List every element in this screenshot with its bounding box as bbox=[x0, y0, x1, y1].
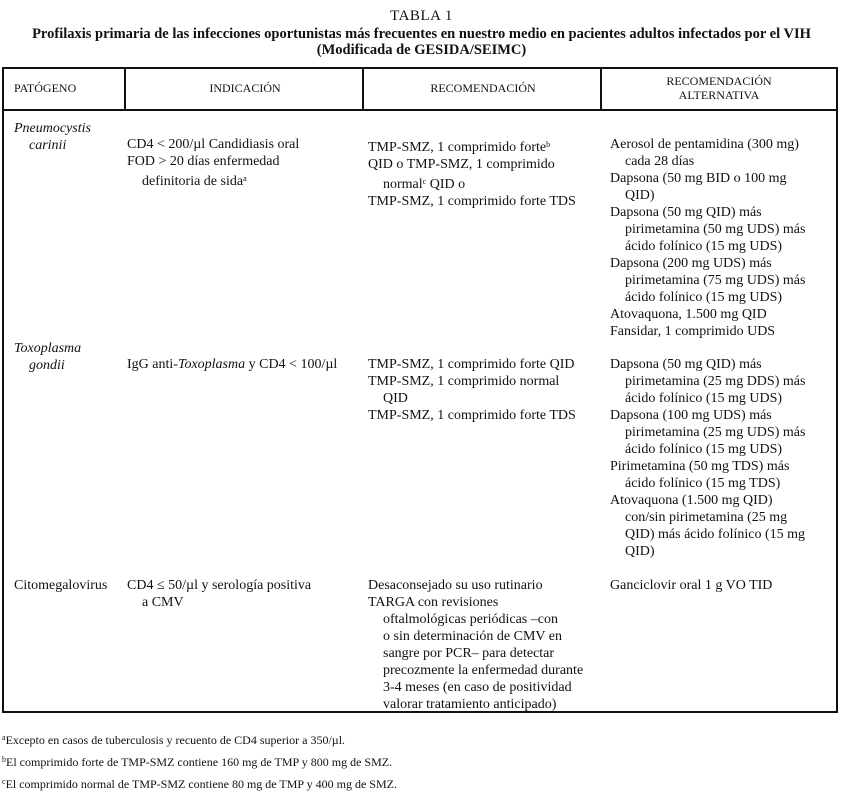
recommendation-line: sangre por PCR– para detectar bbox=[383, 646, 555, 661]
recommendation-line: TARGA con revisiones bbox=[368, 595, 499, 610]
pathogen-name-line: Citomegalovirus bbox=[14, 578, 108, 593]
alternative-line: pirimetamina (75 mg UDS) más bbox=[625, 273, 806, 288]
alternative-line: ácido folínico (15 mg UDS) bbox=[625, 290, 783, 305]
header-recommendation: RECOMENDACIÓN bbox=[364, 67, 602, 111]
recommendation-text: normal bbox=[383, 177, 423, 192]
alternative-line: Dapsona (50 mg QID) más bbox=[610, 205, 762, 220]
recommendation-line: oftalmológicas periódicas –con bbox=[383, 612, 558, 627]
header-divider bbox=[600, 67, 602, 111]
alternative-line: Aerosol de pentamidina (300 mg) bbox=[610, 137, 799, 152]
row-recommendation bbox=[368, 577, 583, 713]
alternative-line: Fansidar, 1 comprimido UDS bbox=[610, 324, 776, 339]
row-pathogen bbox=[14, 340, 81, 374]
indication-line: CD4 ≤ 50/µl y serología positiva bbox=[127, 578, 312, 593]
alternative-line: ácido folínico (15 mg TDS) bbox=[625, 476, 781, 491]
row-alternative bbox=[610, 136, 805, 340]
indication-text: definitoria de sida bbox=[142, 174, 244, 189]
pathogen-name-line: Pneumocystis bbox=[14, 121, 91, 136]
footnote-ref: b bbox=[546, 140, 551, 149]
recommendation-line: valorar tratamiento anticipado) bbox=[383, 697, 557, 712]
recommendation-line: o sin determinación de CMV en bbox=[383, 629, 562, 644]
indication-line: CD4 < 200/µl Candidiasis oral bbox=[127, 137, 300, 152]
table-number: TABLA 1 bbox=[390, 8, 453, 24]
footnote bbox=[2, 772, 397, 794]
recommendation-line: 3-4 meses (en caso de positividad bbox=[383, 680, 572, 695]
footnote-text: Excepto en casos de tuberculosis y recuento de CD4 superior a 350/µl. bbox=[5, 733, 346, 747]
alternative-line: Dapsona (100 mg UDS) más bbox=[610, 408, 772, 423]
recommendation-text: TMP-SMZ, 1 comprimido forte bbox=[368, 140, 547, 155]
recommendation-line: precozmente la enfermedad durante bbox=[383, 663, 584, 678]
footnote bbox=[2, 750, 397, 772]
recommendation-line: QID bbox=[383, 391, 408, 406]
alternative-line: ácido folínico (15 mg UDS) bbox=[625, 239, 783, 254]
footnote-mark: a bbox=[2, 733, 6, 742]
recommendation-line: QID o TMP-SMZ, 1 comprimido bbox=[368, 157, 555, 172]
footnote-mark: b bbox=[2, 755, 6, 764]
indication-line: a CMV bbox=[142, 595, 184, 610]
pathogen-name-line: carinii bbox=[29, 138, 67, 153]
alternative-line: pirimetamina (25 mg UDS) más bbox=[625, 425, 806, 440]
recommendation-line: TMP-SMZ, 1 comprimido forte TDS bbox=[368, 194, 576, 209]
alternative-line: pirimetamina (50 mg UDS) más bbox=[625, 222, 806, 237]
recommendation-line: TMP-SMZ, 1 comprimido normal bbox=[368, 374, 560, 389]
recommendation-line: TMP-SMZ, 1 comprimido forte QID bbox=[368, 357, 575, 372]
alternative-line: Pirimetamina (50 mg TDS) más bbox=[610, 459, 790, 474]
organism-name: Toxoplasma bbox=[177, 357, 246, 372]
footnote-text: El comprimido normal de TMP-SMZ contiene 80 mg de TMP y 400 mg de SMZ. bbox=[5, 777, 397, 791]
header-indication: INDICACIÓN bbox=[126, 67, 364, 111]
recommendation-text: QID o bbox=[426, 177, 466, 192]
header-divider bbox=[362, 67, 364, 111]
alternative-line: Atovaquona (1.500 mg QID) bbox=[610, 493, 773, 508]
footnotes bbox=[2, 728, 397, 794]
row-pathogen bbox=[14, 577, 107, 594]
alternative-line: QID) bbox=[625, 188, 655, 203]
header-pathogen: PATÓGENO bbox=[4, 67, 126, 111]
alternative-line: con/sin pirimetamina (25 mg bbox=[625, 510, 788, 525]
alternative-line: ácido folínico (15 mg UDS) bbox=[625, 442, 783, 457]
row-alternative bbox=[610, 577, 772, 594]
table-title: Profilaxis primaria de las infecciones oportunistas más frecuentes en nuestro medio en pacientes adultos infectados por el VIH (Modificada de GESIDA/SEIMC) bbox=[32, 26, 811, 58]
indication-line: FOD > 20 días enfermedad bbox=[127, 154, 280, 169]
footnote-text: El comprimido forte de TMP-SMZ contiene 160 mg de TMP y 800 mg de SMZ. bbox=[6, 755, 393, 769]
row-indication bbox=[127, 356, 337, 373]
indication-line bbox=[127, 356, 337, 373]
alternative-line: ácido folínico (15 mg UDS) bbox=[625, 391, 783, 406]
alternative-line: pirimetamina (25 mg DDS) más bbox=[625, 374, 806, 389]
alternative-line: Atovaquona, 1.500 mg QID bbox=[610, 307, 767, 322]
recommendation-line: TMP-SMZ, 1 comprimido forte TDS bbox=[368, 408, 576, 423]
row-indication bbox=[127, 136, 299, 190]
row-pathogen bbox=[14, 120, 91, 154]
indication-text: y CD4 < 100/µl bbox=[245, 357, 338, 372]
footnote-mark: c bbox=[2, 777, 6, 786]
recommendation-line: Desaconsejado su uso rutinario bbox=[368, 578, 543, 593]
alternative-line: Ganciclovir oral 1 g VO TID bbox=[610, 578, 773, 593]
alternative-line: QID) más ácido folínico (15 mg bbox=[625, 527, 806, 542]
footnote-ref: c bbox=[422, 177, 427, 186]
recommendation-line bbox=[368, 136, 576, 156]
row-indication bbox=[127, 577, 311, 611]
row-recommendation bbox=[368, 136, 576, 210]
recommendation-line bbox=[368, 173, 576, 193]
alternative-line: cada 28 días bbox=[625, 154, 695, 169]
alternative-line: Dapsona (50 mg BID o 100 mg bbox=[610, 171, 787, 186]
indication-line bbox=[127, 170, 299, 190]
alternative-line: Dapsona (200 mg UDS) más bbox=[610, 256, 772, 271]
pathogen-name-line: Toxoplasma bbox=[14, 341, 82, 356]
alternative-line: Dapsona (50 mg QID) más bbox=[610, 357, 762, 372]
row-alternative bbox=[610, 356, 805, 560]
footnote-ref: a bbox=[243, 174, 247, 183]
row-recommendation bbox=[368, 356, 576, 424]
header-divider bbox=[124, 67, 126, 111]
header-alternative: RECOMENDACIÓN ALTERNATIVA bbox=[602, 67, 836, 111]
indication-text: IgG anti- bbox=[127, 357, 178, 372]
pathogen-name-line: gondii bbox=[29, 358, 65, 373]
footnote bbox=[2, 728, 397, 750]
alternative-line: QID) bbox=[625, 544, 655, 559]
